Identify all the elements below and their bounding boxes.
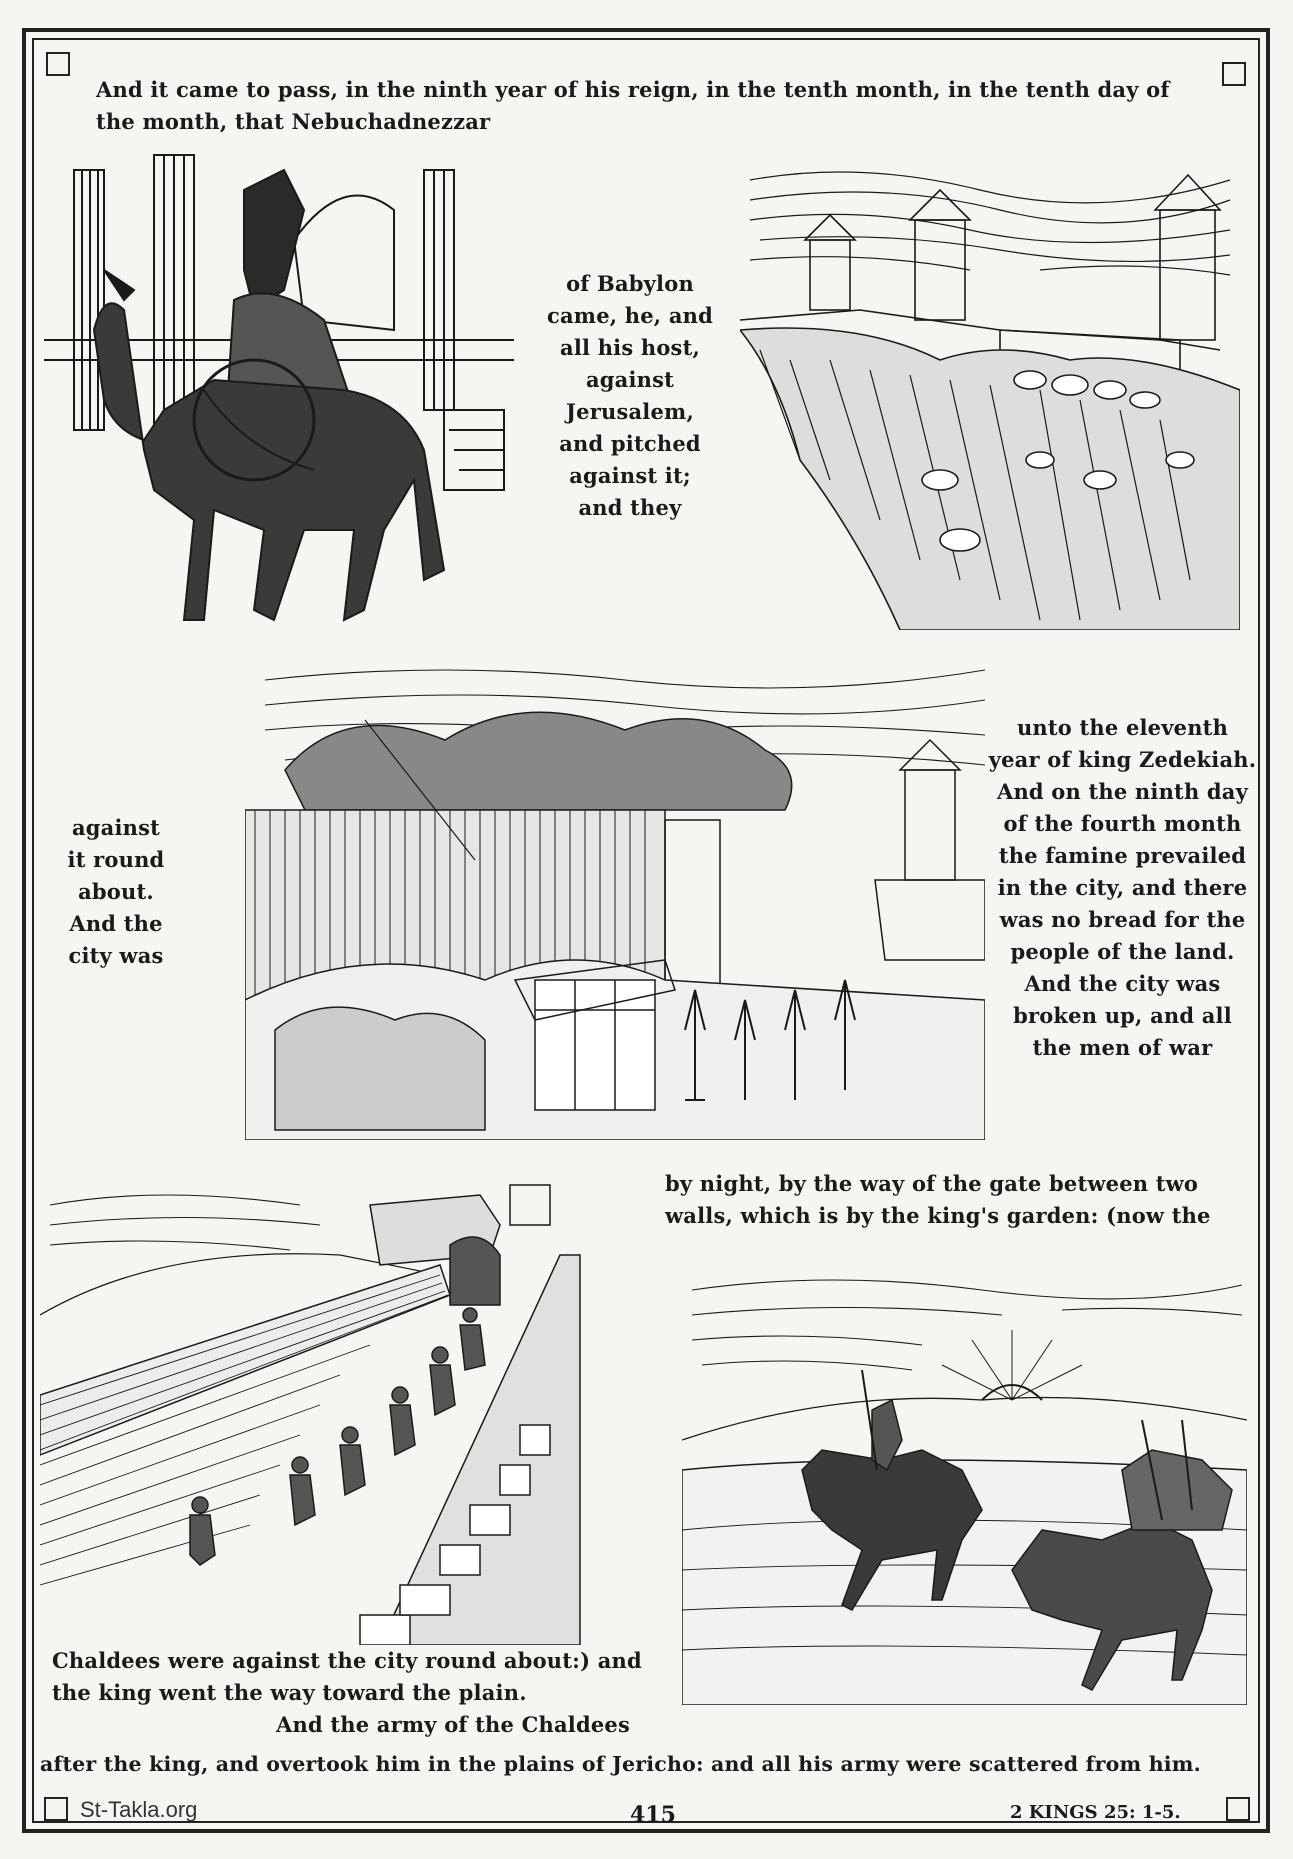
- corner-ornament-top-right: [1222, 62, 1246, 86]
- corner-ornament-bottom-right: [1226, 1797, 1250, 1821]
- lower-right-text: by night, by the way of the gate between two walls, which is by the king's garden: (now the: [665, 1171, 1211, 1228]
- illustration-king-on-horse: [44, 150, 534, 650]
- right-mid-text: unto the eleventh year of king Zedekiah. And on the ninth day of the fourth month the famine prevailed in the city, and there was no bread for the people of the land. And the city was broken up, and all the men of war: [988, 715, 1257, 1060]
- bottom-indent-text: And the army of the Chaldees: [276, 1712, 630, 1737]
- watermark: St-Takla.org: [80, 1797, 198, 1822]
- page-number: 415: [630, 1802, 676, 1828]
- illustration-cliff-towers: [740, 160, 1240, 630]
- final-text: after the king, and overtook him in the plains of Jericho: and all his army were scattered from him.: [40, 1752, 1202, 1776]
- bottom-left-text: Chaldees were against the city round about:) and the king went the way toward the plain.: [52, 1648, 642, 1705]
- left-mid-text: against it round about. And the city was: [67, 815, 165, 968]
- corner-ornament-bottom-left: [44, 1797, 68, 1821]
- illustration-flight-along-wall: [40, 1165, 600, 1645]
- scripture-reference: 2 KINGS 25: 1-5.: [1010, 1802, 1181, 1823]
- intro-text: And it came to pass, in the ninth year of his reign, in the tenth month, in the tenth day of the month, that Nebuchadnezzar: [96, 77, 1170, 134]
- illustration-siege-wall: [245, 660, 985, 1140]
- illustration-pursuit-horsemen: [682, 1270, 1247, 1705]
- corner-ornament-top-left: [46, 52, 70, 76]
- mid-top-text: of Babylon came, he, and all his host, against Jerusalem, and pitched against it; and they: [546, 271, 713, 520]
